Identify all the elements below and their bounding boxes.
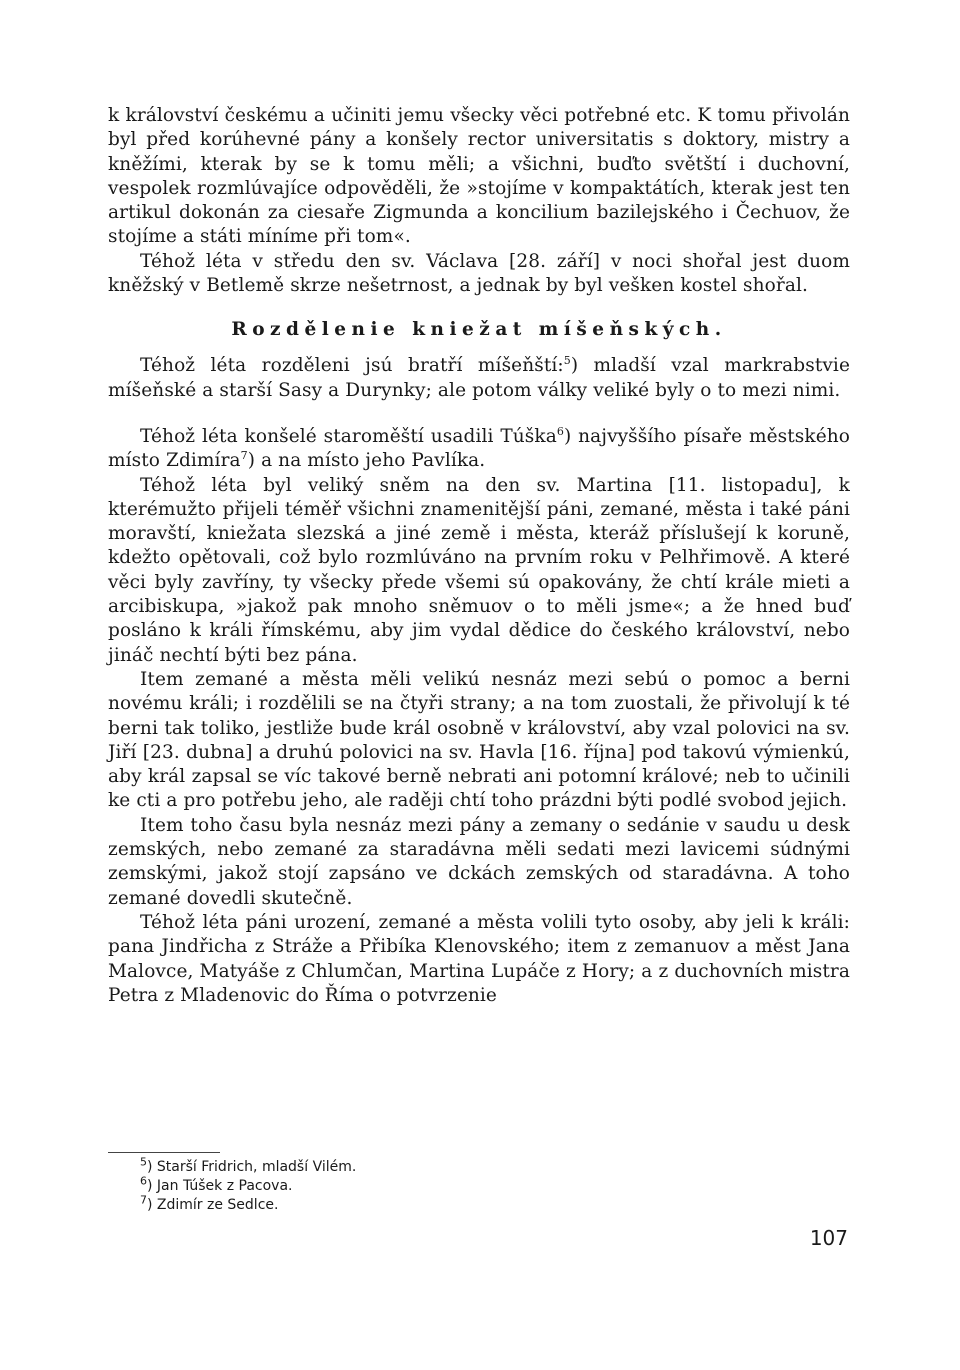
paragraph-4-text-a: Téhož léta konšelé staroměští usadili Túška — [140, 425, 557, 447]
footnote-ref-5: 5 — [563, 354, 571, 368]
footnotes — [140, 1155, 640, 1215]
paragraph-8: Téhož léta páni urození, zemané a města volili tyto osoby, aby jeli k králi: pana Jindřicha z Stráže a Přibíka Klenovského; item z zemanuov a měst Jana Malovce, Matyáše z Chlumčan, Martina Lupáče z Hory; a z duchovních mistra Petra z Mladenovic do Říma o potvrzenie — [108, 911, 850, 1006]
paragraph-4-text-b: ) najvyššího písaře městského místo Zdimíra — [108, 425, 851, 472]
footnote-text: ) Zdimír ze Sedlce. — [147, 1197, 279, 1213]
paragraph-1: k království českému a učiniti jemu všecky věci potřebné etc. K tomu přivolán byl před korúhevné pány a konšely rector universitatis s doktory, mistry a kněžími, kterak by se k tomu měli; a všichni, buďto světští i duchovní, vespolek rozmlúvajíce odpověděli, že »stojíme v kompaktátích, kterak jest ten artikul dokonán za ciesaře Zigmunda a koncilium bazilejského i Čechuov, že stojíme a státi míníme při tom«. — [108, 105, 850, 248]
page-number: 107 — [809, 1226, 848, 1250]
footnote-6 — [140, 1174, 640, 1196]
footnote-text: ) Starší Fridrich, mladší Vilém. — [147, 1159, 357, 1175]
paragraph-3-text-a: Téhož léta rozděleni jsú bratří míšeňští: — [140, 355, 564, 377]
footnote-divider — [108, 1152, 220, 1153]
paragraph-gap — [108, 403, 850, 425]
paragraph-3 — [108, 354, 850, 403]
footnote-ref-6: 6 — [556, 424, 564, 438]
footnote-5 — [140, 1155, 640, 1177]
footnote-number: 7 — [140, 1193, 147, 1207]
paragraph-6: Item zemané a města měli velikú nesnáz mezi sebú o pomoc a berni novému králi; i rozdělili se na čtyři strany; a na tom zuostali, že přivolují k té berni tak toliko, jestliže bude král osobně v království, aby vzal polovici na sv. Jiří [23. dubna] a druhú polovici na sv. Havla [16. října] pod takovú výmienkú, aby král zapsal se víc takové berně nebrati ani potomní králové; neb to učinili ke cti a pro potřebu jeho, ale raději chtí toho prázdni býti podlé svobod jejich. — [108, 668, 850, 812]
footnote-number: 5 — [140, 1155, 147, 1169]
footnote-ref-7: 7 — [240, 449, 248, 463]
paragraph-3-text-b: ) mladší vzal markrabstvie míšeňské a starší Sasy a Durynky; ale potom války veliké byly o to mezi nimi. — [108, 355, 850, 401]
footnote-7 — [140, 1193, 640, 1215]
paragraph-4 — [108, 425, 850, 474]
paragraph-7: Item toho času byla nesnáz mezi pány a zemany o sedánie v saudu u desk zemských, nebo zemané za staradávna měli sedati mezi lavicemi súdnými zemskými, jakož stojí zapsáno ve dckách zemských od staradávna. A toho zemané dovedli skutečně. — [108, 814, 850, 909]
paragraph-2: Téhož léta v středu den sv. Václava [28. září] v noci shořal jest duom kněžský v Betlemě skrze nešetrnost, a jednak by byl vešken kostel shořal. — [108, 250, 850, 297]
section-heading: Rozdělenie kniežat míšeňských. — [231, 319, 727, 341]
page-body — [108, 104, 850, 1008]
paragraph-4-text-c: ) a na místo jeho Pavlíka. — [247, 450, 486, 472]
footnote-number: 6 — [140, 1174, 147, 1188]
footnote-text: ) Jan Túšek z Pacova. — [147, 1178, 293, 1194]
paragraph-5: Téhož léta byl veliký sněm na den sv. Martina [11. listopadu], k kterémužto přijeli téměř všichni znamenitější páni, zemané, města i také páni moravští, kniežata slezská a jiné země i města, kteráž příslušejí k koruně, kdežto opětovali, což bylo rozmlúváno na prvním roku v Pelhřimově. A které věci byly zavříny, ty všecky přede všemi sú opakovány, že chtí krále mieti a arcibiskupa, »jakož pak mnoho sněmuov o to měli jsme«; a že hned buď posláno k králi římskému, aby jim vydal dědice do českého království, nebo jináč nechtí býti bez pána. — [108, 474, 850, 666]
